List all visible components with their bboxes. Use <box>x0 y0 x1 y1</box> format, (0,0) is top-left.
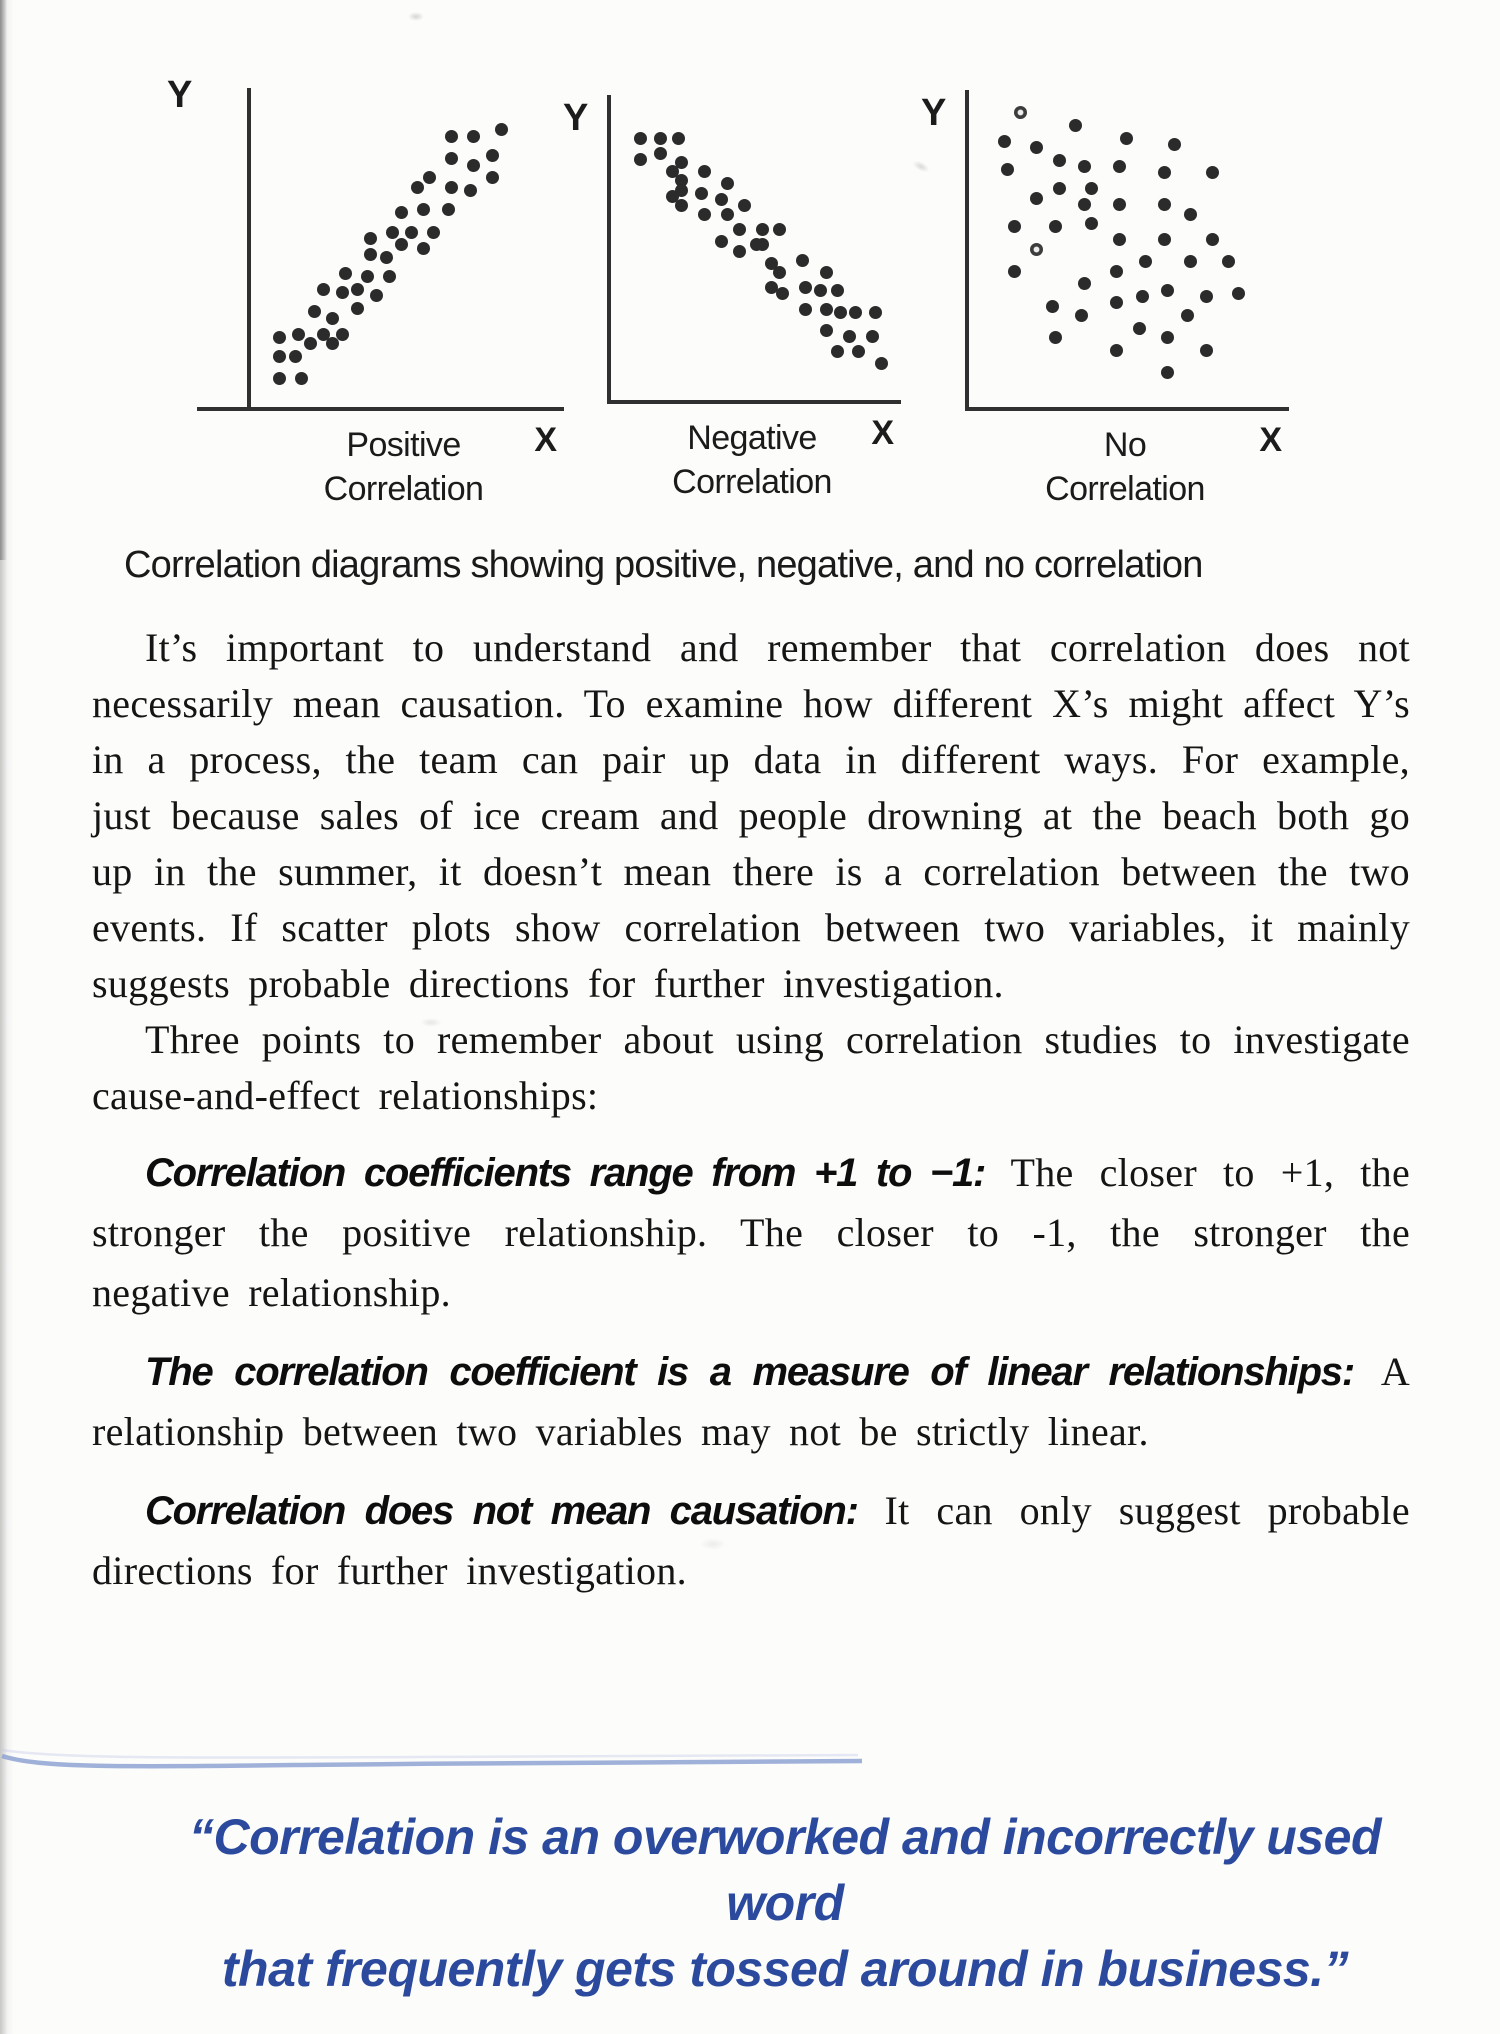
scatter-dot <box>1049 331 1062 344</box>
bullet-point-text: A relationship between two variables may not be strictly linear. <box>92 1349 1411 1454</box>
scatter-dot <box>721 208 734 221</box>
scatter-dot <box>733 245 746 258</box>
scatter-dot <box>834 306 847 319</box>
scatter-dot <box>654 132 667 145</box>
pull-quote-line2: that frequently gets tossed around in business.” <box>221 1941 1349 1997</box>
scatter-dot <box>1158 166 1171 179</box>
plot-label-none <box>965 423 1285 511</box>
scatter-dot <box>289 350 302 363</box>
scatter-dot <box>1184 255 1197 268</box>
scatter-plot-negative <box>563 95 897 501</box>
scatter-dot <box>654 147 667 160</box>
scatter-dot <box>495 123 508 136</box>
scatter-dot <box>831 345 844 358</box>
scatter-dot <box>445 130 458 143</box>
scatter-dot <box>1078 277 1091 290</box>
scatter-dot <box>849 306 862 319</box>
scatter-dot <box>1222 255 1235 268</box>
scan-smudge <box>911 158 931 174</box>
scatter-dot <box>386 226 399 239</box>
scatter-dot <box>1075 309 1088 322</box>
x-axis-label: X <box>534 421 556 459</box>
scatter-dot <box>695 187 708 200</box>
scatter-dot <box>1206 233 1219 246</box>
scatter-dot <box>273 331 286 344</box>
scatter-dot <box>442 203 455 216</box>
bullet-point-text: It can only suggest probable directions for further investigation. <box>92 1488 1410 1593</box>
bullet-point <box>92 1143 1410 1323</box>
scatter-dot <box>721 177 734 190</box>
paragraph: Three points to remember about using correlation studies to investigate cause-and-effect relationships: <box>92 1017 1410 1118</box>
scatter-dot <box>486 149 499 162</box>
scatter-dot <box>445 152 458 165</box>
scatter-dot <box>273 372 286 385</box>
scatter-dot <box>634 153 647 166</box>
scatter-dot <box>411 181 424 194</box>
scatter-dot <box>364 232 377 245</box>
scatter-dot <box>326 337 339 350</box>
scatter-dot <box>1161 366 1174 379</box>
page-edge-shadow-top <box>0 0 7 560</box>
y-axis-label: Y <box>563 97 588 139</box>
scatter-dot <box>1133 322 1146 335</box>
body-text <box>92 620 1410 1601</box>
scatter-dot <box>738 199 751 212</box>
pull-quote <box>150 1804 1420 2002</box>
scatter-dot <box>1001 163 1014 176</box>
plot-area-none <box>965 90 1289 411</box>
scatter-dot <box>1200 344 1213 357</box>
scatter-dot <box>405 226 418 239</box>
scatter-dot <box>1110 344 1123 357</box>
scatter-dot <box>1139 255 1152 268</box>
scatter-dot <box>1161 331 1174 344</box>
blue-separator-rule <box>0 1744 900 1784</box>
scatter-dot <box>698 165 711 178</box>
scatter-dot <box>715 235 728 248</box>
scatter-dot <box>1014 106 1027 119</box>
scatter-dot <box>1053 182 1066 195</box>
scatter-dot <box>675 199 688 212</box>
scatter-dot <box>852 345 865 358</box>
scatter-dot <box>1181 309 1194 322</box>
scatter-dot <box>1008 265 1021 278</box>
scatter-dot <box>1078 160 1091 173</box>
plot-label-line1: Positive <box>346 426 461 464</box>
scatter-dot <box>869 306 882 319</box>
scatter-dot <box>866 330 879 343</box>
scatter-dot <box>395 238 408 251</box>
bullet-point-heading: The correlation coefficient is a measure of linear relationships: <box>145 1350 1354 1394</box>
x-axis-line <box>197 407 251 411</box>
scatter-dot <box>1168 138 1181 151</box>
scatter-dot <box>756 223 769 236</box>
scatter-dot <box>1030 192 1043 205</box>
scatter-dot <box>423 171 436 184</box>
scatter-dot <box>317 283 330 296</box>
scatter-dot <box>417 242 430 255</box>
scatter-dot <box>799 281 812 294</box>
scatter-dot <box>467 130 480 143</box>
scatter-dot <box>820 324 833 337</box>
scatter-dot <box>773 223 786 236</box>
scatter-dot <box>339 267 352 280</box>
scatter-dot <box>273 350 286 363</box>
scatter-dot <box>304 337 317 350</box>
scan-smudge <box>408 12 424 21</box>
scatter-dot <box>364 248 377 261</box>
paragraph: It’s important to understand and remember that correlation does not necessarily mean causation. To examine how different X’s might affect Y’s in a process, the team can pair up data in different ways. For example, just because sales of ice cream and people drowning at the beach both go up in the summer, it doesn’t mean there is a correlation between the two events. If scatter plots show correlation between two variables, it mainly suggests probable directions for further investigation. <box>92 625 1410 1006</box>
plot-label-line1: No <box>1103 426 1147 464</box>
scatter-dot <box>1030 141 1043 154</box>
scatter-dot <box>1030 243 1043 256</box>
scatter-dot <box>380 251 393 264</box>
bullet-point-text: The closer to +1, the stronger the positive relationship. The closer to -1, the stronger the negative relationship. <box>92 1150 1411 1315</box>
scatter-dot <box>875 357 888 370</box>
plot-area-positive <box>247 88 564 411</box>
scatter-dot <box>383 270 396 283</box>
scatter-dot <box>796 254 809 267</box>
x-axis-label: X <box>1259 421 1281 459</box>
scatter-dot <box>1184 208 1197 221</box>
scatter-dot <box>1008 220 1021 233</box>
scatter-dot <box>1085 182 1098 195</box>
y-axis-label: Y <box>167 74 192 116</box>
plot-area-negative <box>607 95 901 404</box>
scatter-dot <box>675 184 688 197</box>
scatter-dot <box>295 372 308 385</box>
scatter-dot <box>1200 290 1213 303</box>
plot-label-line2: Correlation <box>1045 470 1205 508</box>
figure-caption: Correlation diagrams showing positive, negative, and no correlation <box>124 544 1203 586</box>
scatter-dot <box>1110 265 1123 278</box>
scatter-dot <box>698 208 711 221</box>
scatter-dot <box>998 135 1011 148</box>
scatter-dot <box>1049 220 1062 233</box>
scatter-dot <box>773 266 786 279</box>
scatter-dot <box>326 312 339 325</box>
scatter-dot <box>799 303 812 316</box>
scatter-dot <box>464 184 477 197</box>
y-axis-label: Y <box>921 92 946 134</box>
scatter-dot <box>820 303 833 316</box>
bullet-point-heading: Correlation coefficients range from +1 to −1: <box>145 1151 986 1195</box>
plot-label-line2: Correlation <box>672 463 832 501</box>
scatter-dot <box>634 132 647 145</box>
scatter-dot <box>776 287 789 300</box>
scatter-dot <box>1113 198 1126 211</box>
scatter-plot-none <box>921 90 1285 508</box>
plot-label-line2: Correlation <box>323 470 484 508</box>
scatter-dot <box>820 266 833 279</box>
scatter-plot-positive <box>167 74 560 508</box>
plot-label-positive <box>247 423 560 511</box>
scatter-dot <box>1113 160 1126 173</box>
scatter-dot <box>1158 198 1171 211</box>
scatter-dot <box>417 203 430 216</box>
scatter-dot <box>672 132 685 145</box>
scatter-dot <box>733 223 746 236</box>
bullet-point <box>92 1481 1410 1601</box>
scatter-dot <box>1053 154 1066 167</box>
scatter-dot <box>395 206 408 219</box>
scatter-dot <box>1046 300 1059 313</box>
scatter-dot <box>1069 119 1082 132</box>
scatter-dot <box>361 270 374 283</box>
scatter-dot <box>336 286 349 299</box>
scatter-dot <box>467 159 480 172</box>
scatter-dot <box>756 238 769 251</box>
scatter-dot <box>843 330 856 343</box>
scatter-dot <box>427 226 440 239</box>
scatter-dot <box>1206 166 1219 179</box>
scatter-dot <box>351 302 364 315</box>
scatter-dot <box>1110 296 1123 309</box>
scatter-dot <box>831 284 844 297</box>
scatter-dot <box>370 289 383 302</box>
scatter-dot <box>486 171 499 184</box>
plot-label-negative <box>607 416 897 504</box>
scatter-dot <box>1085 217 1098 230</box>
scatter-dot <box>351 283 364 296</box>
bullet-point <box>92 1342 1410 1462</box>
scatter-dot <box>1113 233 1126 246</box>
scatter-dot <box>715 193 728 206</box>
scatter-dot <box>1158 233 1171 246</box>
bullet-point-heading: Correlation does not mean causation: <box>145 1489 858 1533</box>
scatter-dot <box>1232 287 1245 300</box>
scatter-dot <box>814 284 827 297</box>
scatter-dot <box>1078 198 1091 211</box>
scatter-dot <box>1120 132 1133 145</box>
plot-label-line1: Negative <box>687 419 817 457</box>
scatter-dot <box>308 305 321 318</box>
pull-quote-line1: “Correlation is an overworked and incorrectly used word <box>188 1809 1382 1931</box>
scatter-dot <box>445 181 458 194</box>
scatter-dot <box>1161 284 1174 297</box>
scatter-dot <box>1136 290 1149 303</box>
x-axis-label: X <box>871 414 893 452</box>
scatter-dot <box>292 328 305 341</box>
